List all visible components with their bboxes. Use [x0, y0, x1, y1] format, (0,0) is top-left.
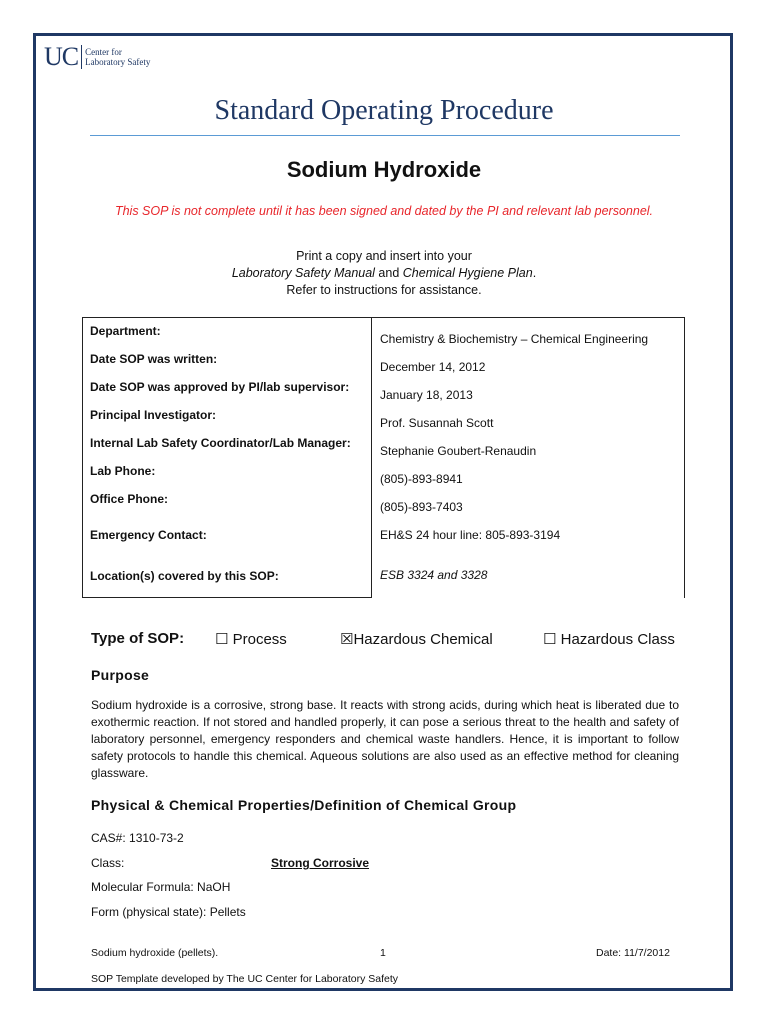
print-instructions — [0, 248, 768, 299]
instructions-and: and — [374, 266, 403, 280]
logo-line-1: Center for — [85, 47, 122, 57]
sop-type-row — [91, 630, 681, 650]
footer-date: Date: 11/7/2012 — [596, 947, 670, 959]
uc-logo — [44, 44, 150, 70]
footer-chemical: Sodium hydroxide (pellets). — [91, 947, 219, 959]
label-lab-phone: Lab Phone: — [90, 464, 156, 478]
label-safety-coordinator: Internal Lab Safety Coordinator/Lab Manager: — [90, 436, 351, 450]
logo-text — [85, 47, 150, 67]
physical-form: Form (physical state): Pellets — [91, 905, 246, 919]
purpose-text: Sodium hydroxide is a corrosive, strong base. It reacts with strong acids, during which heat is liberated due to exothermic reaction. If not stored and handled properly, it can pose a serious threat to the health and safety of laboratory personnel, emergency responders and chemical waste handlers. Hence, it is important to follow safety protocols to handle this chemical. Aqueous solutions are also used as an effective method for cleaning glassware. — [91, 698, 679, 780]
instructions-line-3: Refer to instructions for assistance. — [286, 283, 482, 297]
value-lab-phone: (805)-893-8941 — [380, 472, 463, 486]
purpose-heading: Purpose — [91, 667, 150, 683]
instructions-line-1: Print a copy and insert into your — [296, 249, 472, 263]
value-pi: Prof. Susannah Scott — [380, 416, 494, 430]
value-date-approved: January 18, 2013 — [380, 388, 473, 402]
footer-page-number: 1 — [380, 947, 386, 959]
sop-info-table — [82, 317, 685, 598]
molecular-formula: Molecular Formula: NaOH — [91, 880, 231, 894]
properties-heading: Physical & Chemical Properties/Definition of Chemical Group — [91, 797, 517, 813]
label-office-phone: Office Phone: — [90, 492, 169, 506]
heading-rule — [90, 135, 680, 136]
checkbox-hazardous-chemical[interactable]: ☒Hazardous Chemical — [340, 631, 493, 648]
info-labels-column — [82, 317, 372, 598]
cas-number: CAS#: 1310-73-2 — [91, 831, 184, 845]
class-value: Strong Corrosive — [271, 856, 370, 870]
label-date-written: Date SOP was written: — [90, 352, 218, 366]
logo-line-2: Laboratory Safety — [85, 57, 151, 67]
logo-mark: UC — [44, 42, 79, 71]
checkbox-hazardous-class[interactable]: ☐ Hazardous Class — [543, 631, 675, 648]
label-locations: Location(s) covered by this SOP: — [90, 569, 279, 583]
value-office-phone: (805)-893-7403 — [380, 500, 463, 514]
checkbox-process[interactable]: ☐ Process — [215, 631, 287, 648]
sop-type-label: Type of SOP: — [91, 630, 185, 647]
manual-name: Laboratory Safety Manual — [231, 266, 375, 280]
value-department: Chemistry & Biochemistry – Chemical Engineering — [380, 332, 649, 346]
label-department: Department: — [90, 324, 161, 338]
class-label: Class: — [91, 856, 125, 870]
label-date-approved: Date SOP was approved by PI/lab supervisor: — [90, 380, 350, 394]
label-pi: Principal Investigator: — [90, 408, 217, 422]
instructions-period: . — [532, 266, 537, 280]
info-values-column — [372, 317, 685, 598]
value-safety-coordinator: Stephanie Goubert-Renaudin — [380, 444, 537, 458]
footer-template-credit: SOP Template developed by The UC Center for Laboratory Safety — [91, 973, 399, 985]
document-heading: Standard Operating Procedure — [214, 95, 554, 126]
label-emergency-contact: Emergency Contact: — [90, 528, 207, 542]
value-date-written: December 14, 2012 — [380, 360, 486, 374]
logo-divider — [81, 45, 82, 69]
value-locations: ESB 3324 and 3328 — [380, 568, 488, 582]
value-emergency-contact: EH&S 24 hour line: 805-893-3194 — [380, 528, 561, 542]
chemical-title: Sodium Hydroxide — [286, 157, 482, 182]
completion-warning: This SOP is not complete until it has been signed and dated by the PI and relevant lab personnel. — [114, 204, 654, 218]
plan-name: Chemical Hygiene Plan — [402, 266, 533, 280]
